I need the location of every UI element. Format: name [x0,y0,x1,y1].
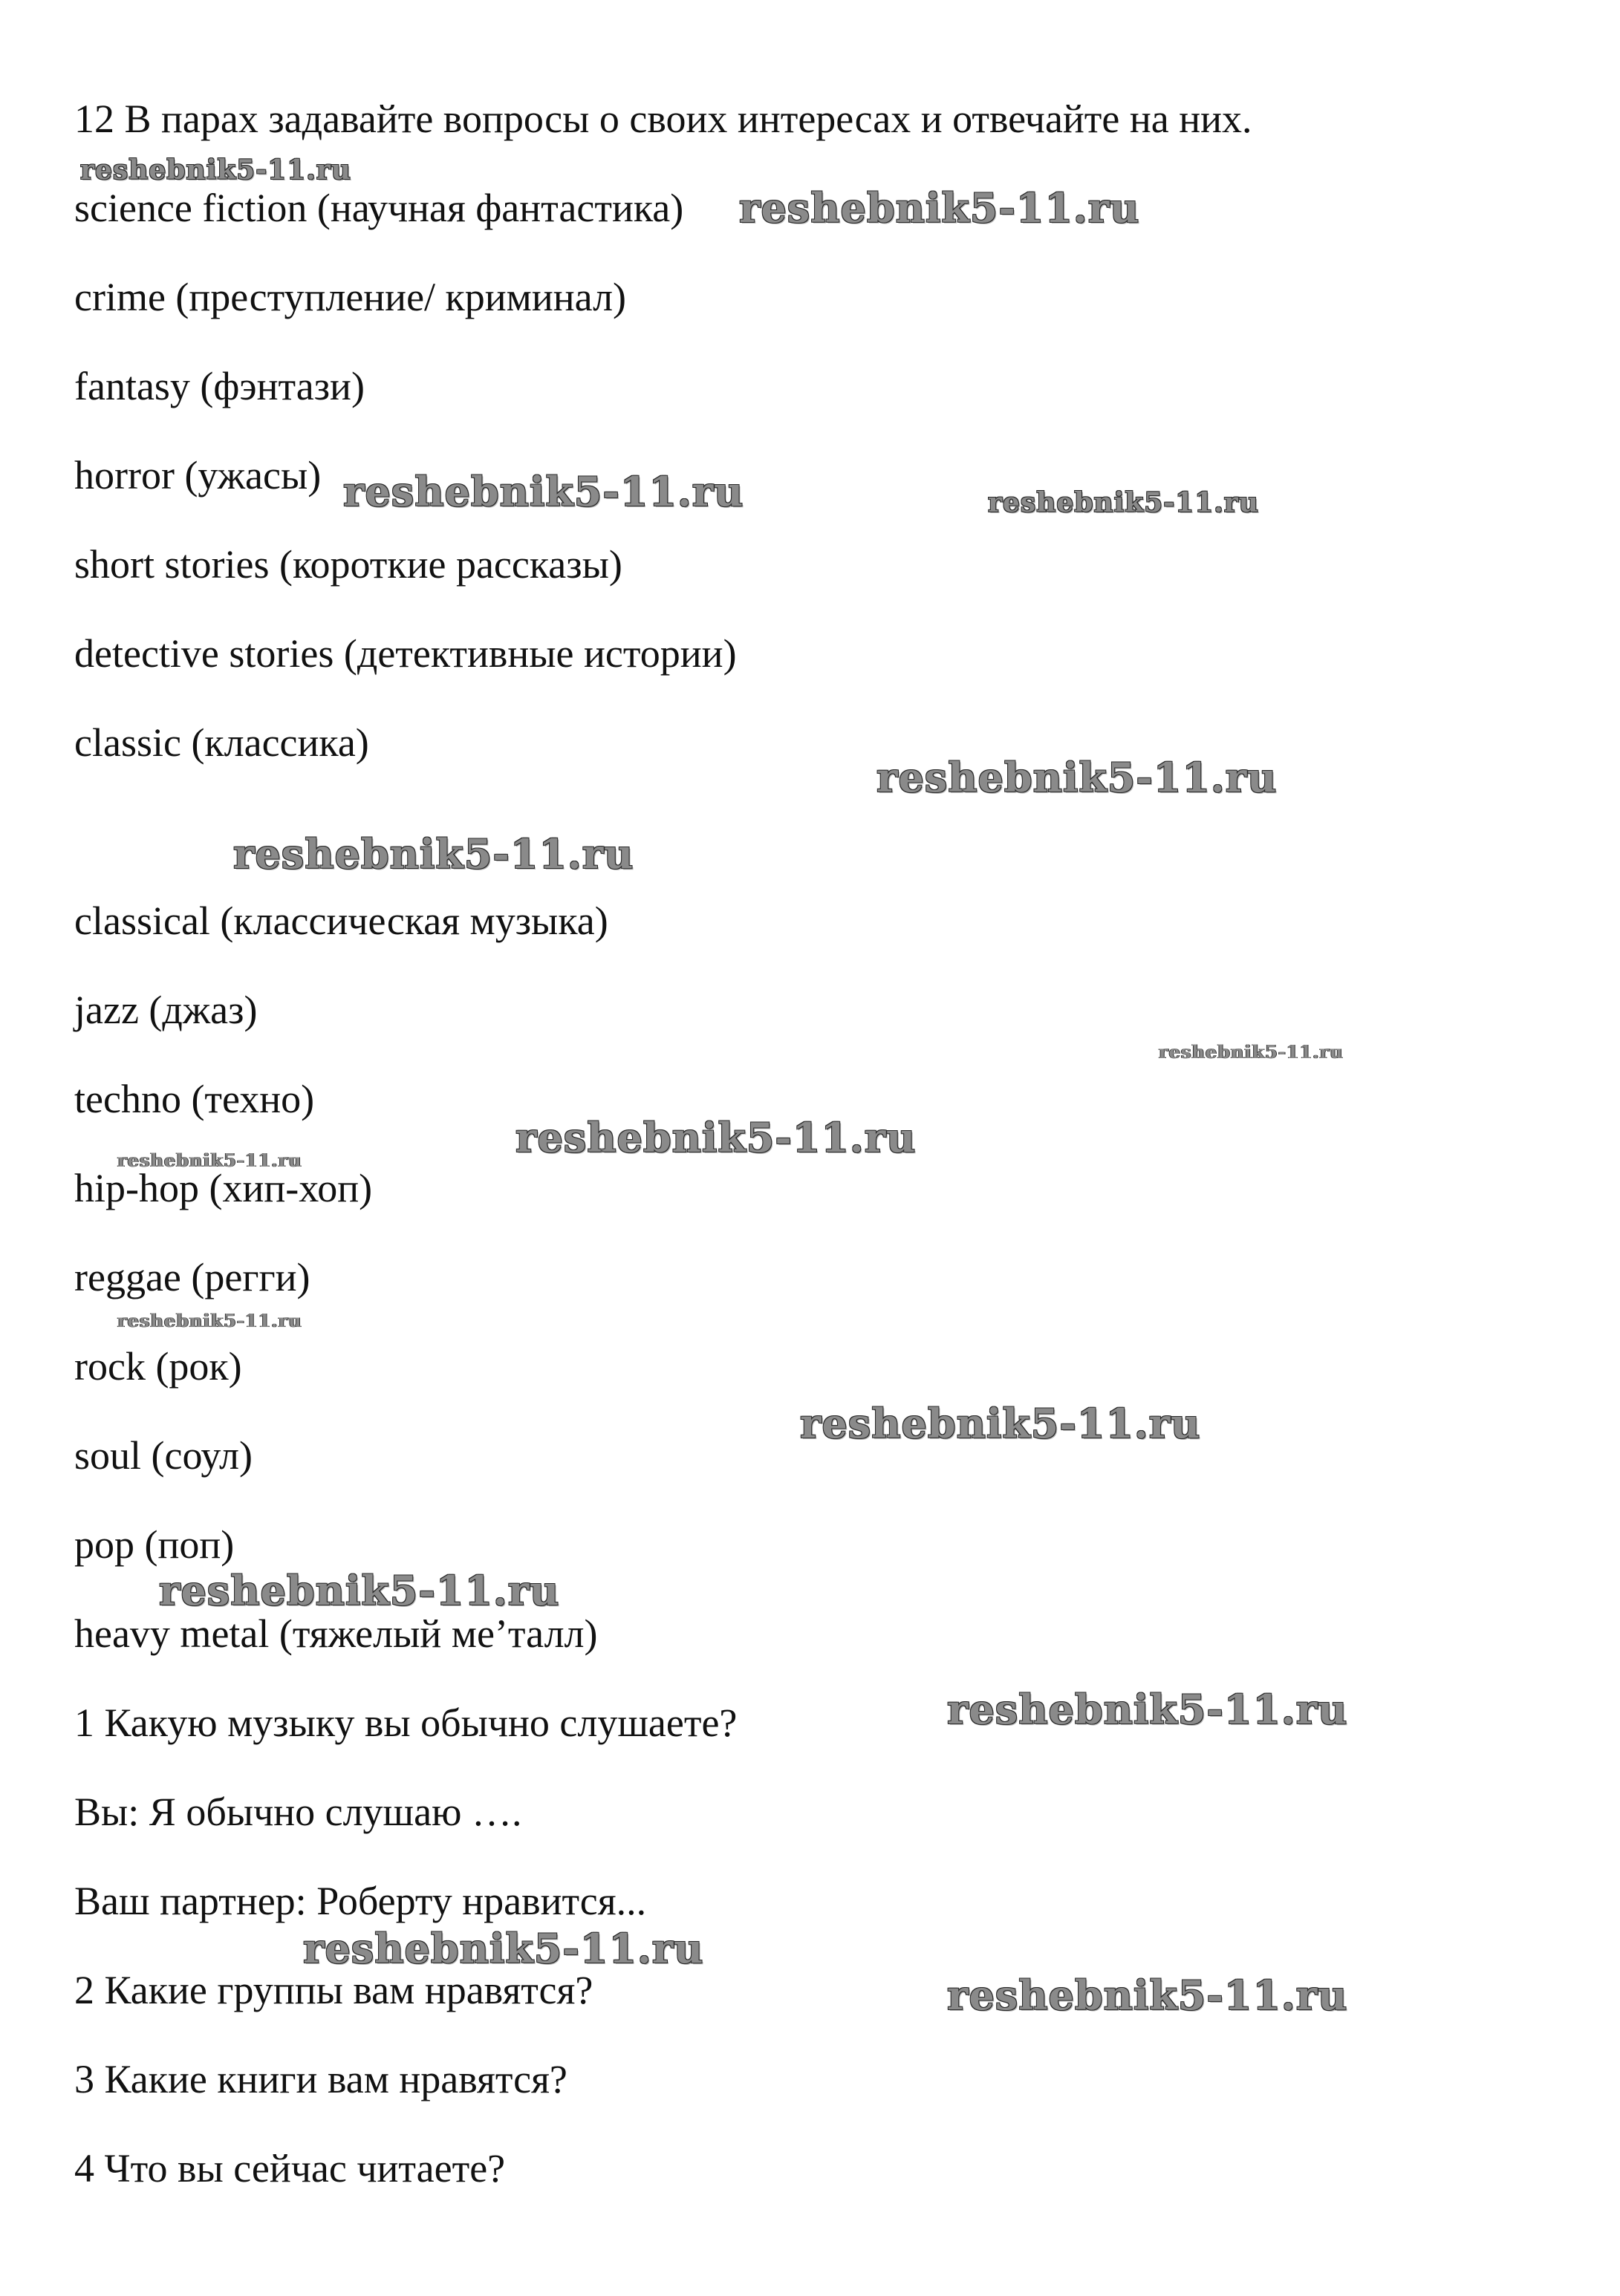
list-item: techno (техно) [74,1077,315,1121]
question-4: 4 Что вы сейчас читаете? [74,2146,506,2191]
list-item: soul (соул) [74,1433,253,1478]
list-item: short stories (короткие рассказы) [74,542,622,587]
list-item: crime (преступление/ криминал) [74,275,627,319]
list-item: reggae (регги) [74,1255,310,1299]
watermark: reshebnik5-11.ru [988,487,1259,518]
watermark: reshebnik5-11.ru [800,1400,1201,1447]
watermark: reshebnik5-11.ru [739,184,1140,232]
watermark: reshebnik5-11.ru [117,1310,302,1331]
exercise-heading: 12 В парах задавайте вопросы о своих интересах и отвечайте на них. [74,97,1252,141]
watermark: reshebnik5-11.ru [947,1972,1348,2019]
list-item: rock (рок) [74,1344,242,1389]
watermark: reshebnik5-11.ru [876,754,1278,801]
watermark: reshebnik5-11.ru [343,468,744,515]
list-item: detective stories (детективные истории) [74,631,737,676]
watermark: reshebnik5-11.ru [80,154,351,186]
list-item: horror (ужасы) [74,453,322,498]
list-item: hip-hop (хип-хоп) [74,1166,373,1210]
list-item: fantasy (фэнтази) [74,364,365,408]
question-2: 2 Какие группы вам нравятся? [74,1968,593,2012]
watermark: reshebnik5-11.ru [515,1114,917,1161]
watermark: reshebnik5-11.ru [159,1567,560,1614]
list-item: classical (классическая музыка) [74,898,608,943]
watermark: reshebnik5-11.ru [1159,1041,1344,1063]
question-1: 1 Какую музыку вы обычно слушаете? [74,1700,738,1745]
watermark: reshebnik5-11.ru [117,1149,302,1171]
answer-you: Вы: Я обычно слушаю …. [74,1790,522,1834]
list-item: classic (классика) [74,720,369,765]
watermark: reshebnik5-11.ru [303,1925,704,1972]
list-item: jazz (джаз) [74,988,258,1032]
question-3: 3 Какие книги вам нравятся? [74,2057,567,2101]
list-item: science fiction (научная фантастика) [74,186,684,230]
list-item: heavy metal (тяжелый ме’талл) [74,1611,598,1656]
list-item: pop (поп) [74,1522,235,1567]
answer-partner: Ваш партнер: Роберту нравится... [74,1879,647,1923]
watermark: reshebnik5-11.ru [233,830,634,878]
watermark: reshebnik5-11.ru [947,1686,1348,1733]
